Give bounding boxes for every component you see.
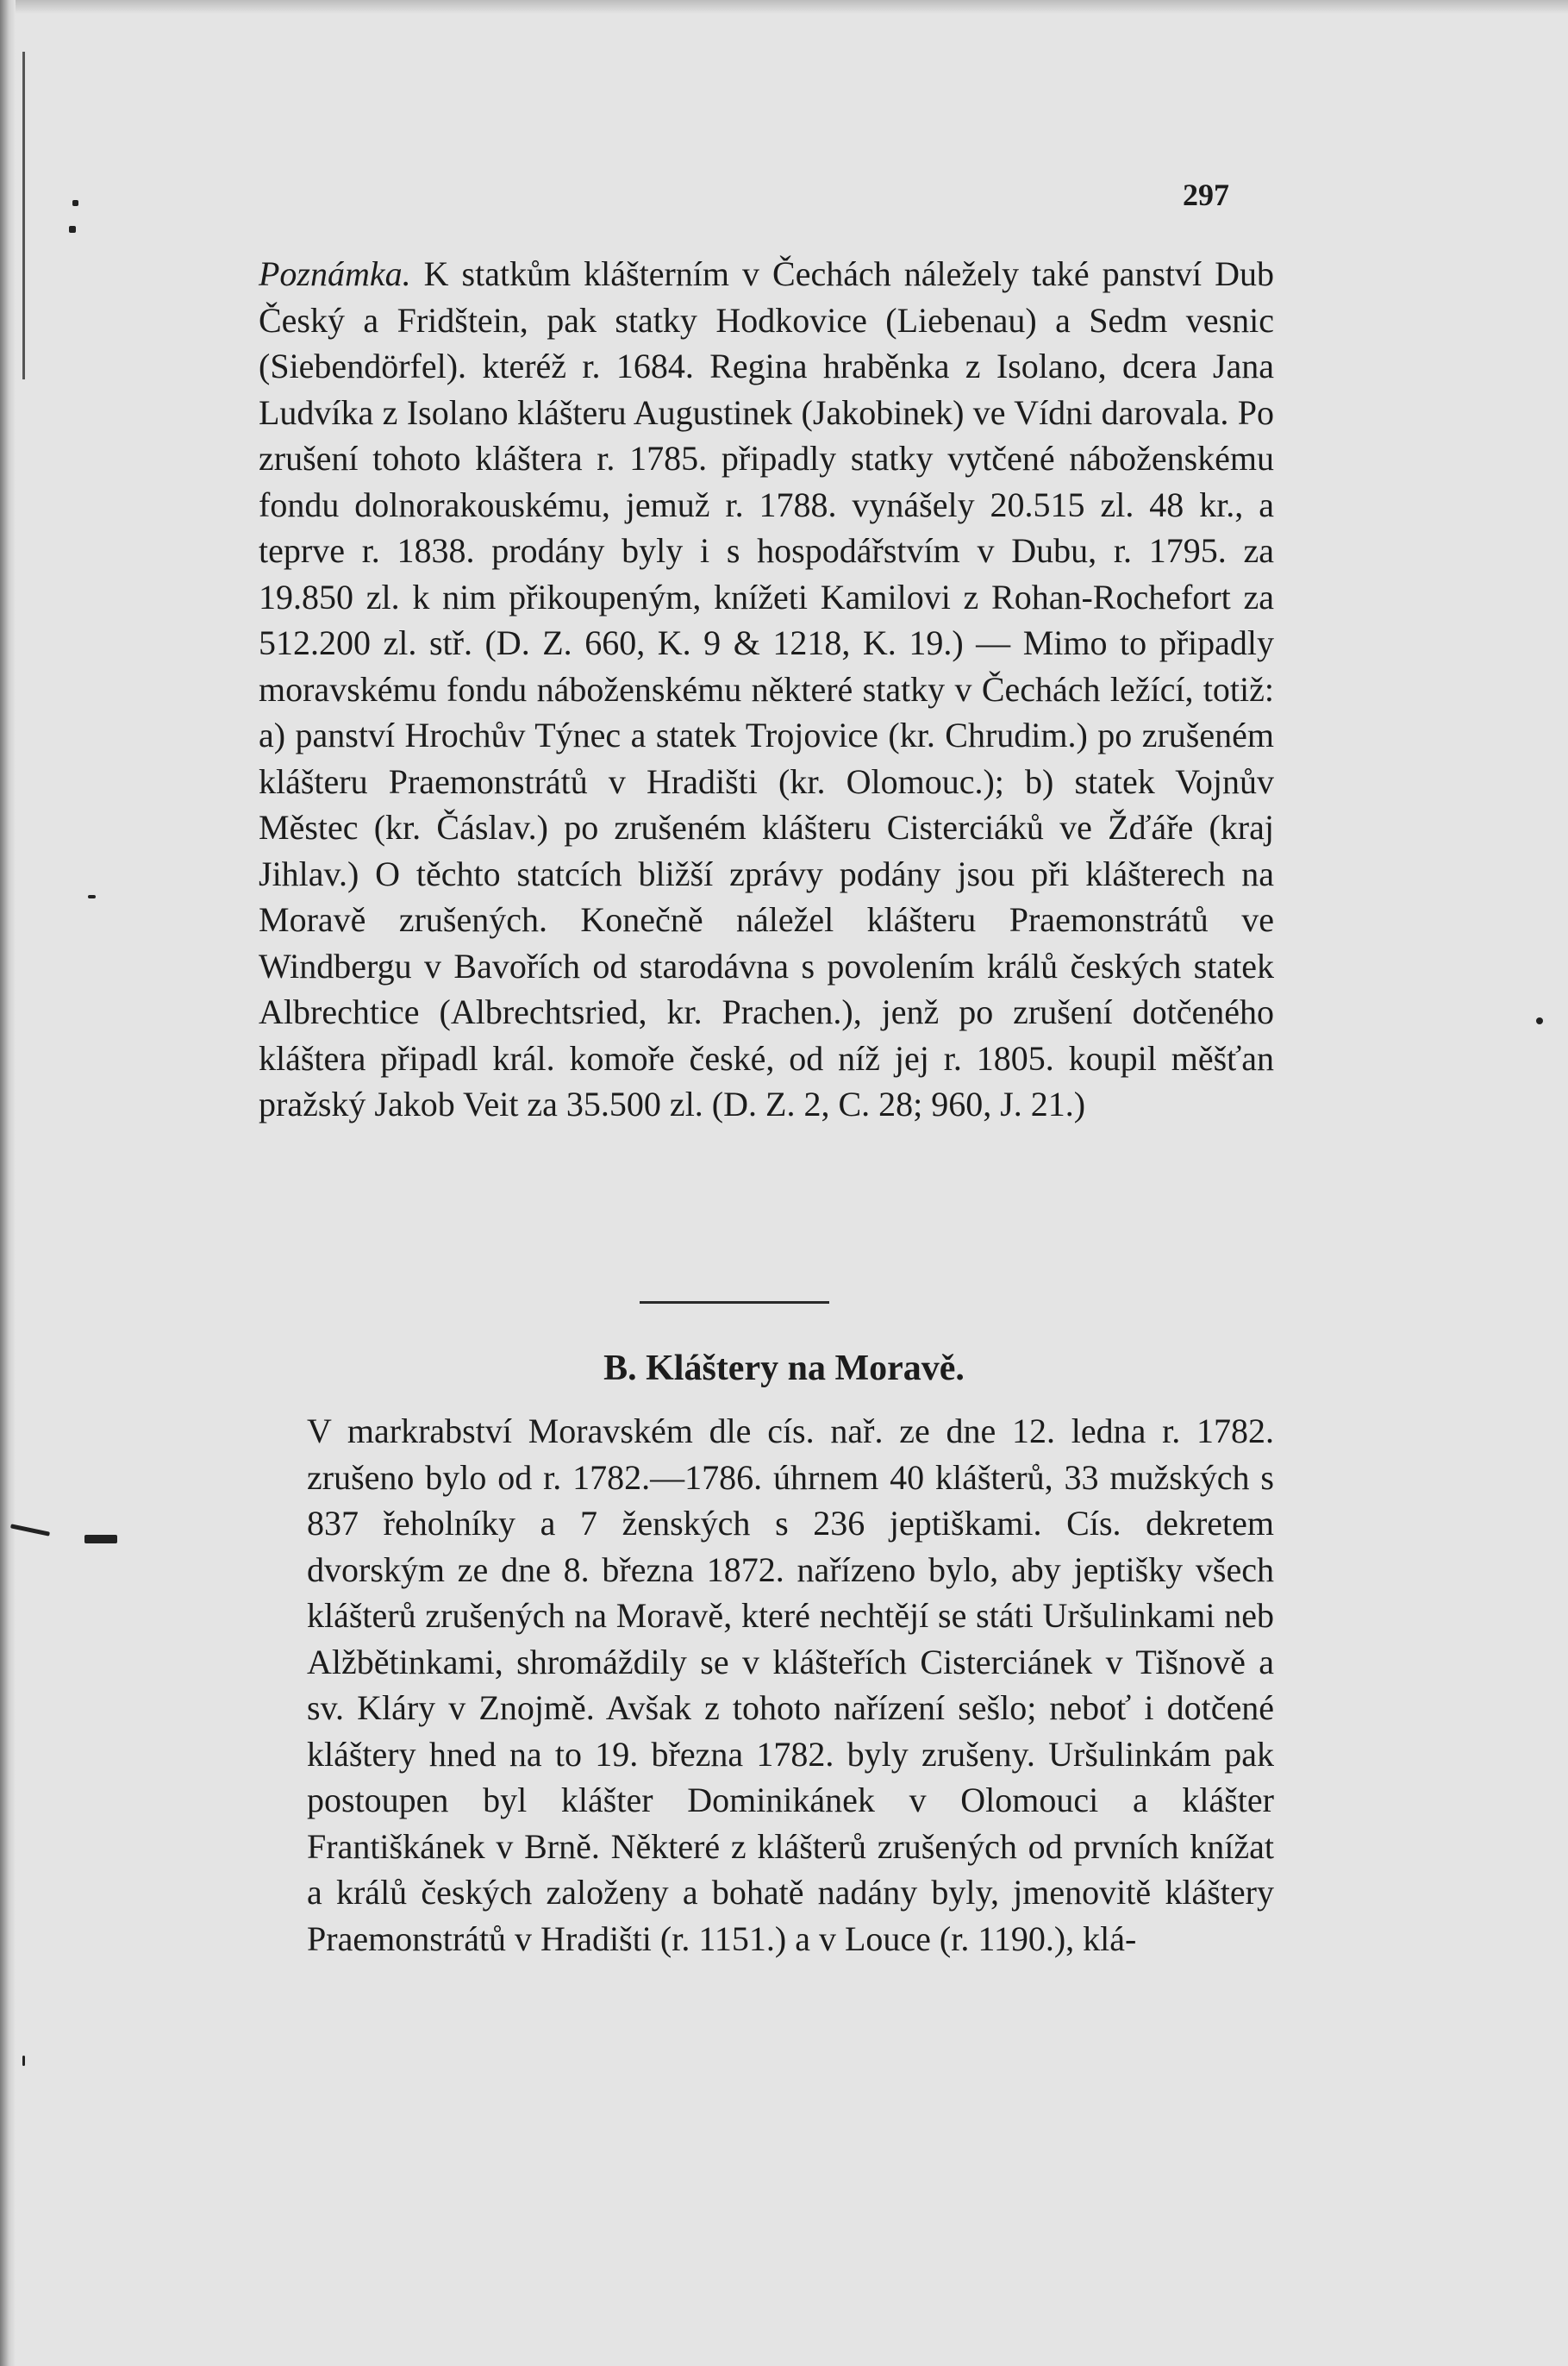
binding-line	[22, 52, 25, 379]
page-number: 297	[1183, 178, 1229, 212]
scan-speck	[22, 2056, 25, 2066]
scan-speck	[84, 1535, 117, 1543]
footnote-paragraph	[205, 251, 1274, 1128]
page-top-shadow	[0, 0, 1568, 14]
section-divider	[640, 1301, 829, 1304]
scan-speck	[88, 895, 96, 898]
scan-speck	[72, 200, 78, 206]
section-heading: B. Kláštery na Moravě.	[603, 1349, 965, 1388]
note-text: K statkům klášterním v Čechách náležely také panství Dub Český a Fridštein, pak statky Hodkovice (Liebenau) a Sedm vesnic (Siebendörfel). kteréž r. 1684. Regina hraběnka z Isolano, dcera Jana Ludvíka z Isolano klášteru Augustinek (Jakobinek) ve Vídni darovala. Po zrušení tohoto kláštera r. 1785. připadly statky vytčené náboženskému fondu dolnorakouskému, jemuž r. 1788. vynášely 20.515 zl. 48 kr., a teprve r. 1838. prodány byly i s hospodářstvím v Dubu, r. 1795. za 19.850 zl. k nim přikoupeným, knížeti Kamilovi z Rohan-Rochefort za 512.200 zl. stř. (D. Z. 660, K. 9 & 1218, K. 19.) — Mimo to připadly moravskému fondu náboženskému některé statky v Čechách ležící, totiž: a) panství Hrochův Týnec a statek Trojovice (kr. Chrudim.) po zrušeném klášteru Praemonstrátů v Hradišti (kr. Olomouc.); b) statek Vojnův Městec (kr. Čáslav.) po zrušeném klášteru Cisterciáků ve Žďáře (kraj Jihlav.) O těchto statcích bližší zprávy podány jsou při klášterech na Moravě zrušených. Konečně náležel klášteru Praemonstrátů ve Windbergu v Bavořích od starodávna s povolením králů českých statek Albrechtice (Albrechtsried, kr. Prachen.), jenž po zrušení dotčeného kláštera připadl král. komoře české, od níž jej r. 1805. koupil měšťan pražský Jakob Veit za 35.500 zl. (D. Z. 2, C. 28; 960, J. 21.)	[259, 254, 1274, 1124]
scan-speck	[10, 1524, 50, 1536]
scan-speck	[69, 226, 76, 233]
page-binding-edge	[0, 0, 16, 2366]
scan-speck	[1536, 1017, 1543, 1024]
main-paragraph	[221, 1408, 1274, 1962]
note-label: Poznámka.	[259, 254, 411, 293]
main-text: V markrabství Moravském dle cís. nař. ze dne 12. ledna r. 1782. zrušeno bylo od r. 1782.—1786. úhrnem 40 klášterů, 33 mužských s 837 řeholníky a 7 ženských s 236 jeptiškami. Cís. dekretem dvorským ze dne 8. března 1872. nařízeno bylo, aby jeptišky všech klášterů zrušených na Moravě, které nechtějí se státi Uršulinkami neb Alžbětinkami, shromáždily se v klášteřích Cisterciánek v Tišnově a sv. Kláry v Znojmě. Avšak z tohoto nařízení sešlo; neboť i dotčené kláštery hned na to 19. března 1782. byly zrušeny. Uršulinkám pak postoupen byl klášter Dominikánek v Olomouci a klášter Františkánek v Brně. Některé z klášterů zrušených od prvních knížat a králů českých založeny a bohatě nadány byly, jmenovitě kláštery Praemonstrátů v Hradišti (r. 1151.) a v Louce (r. 1190.), klá-	[307, 1411, 1274, 1958]
